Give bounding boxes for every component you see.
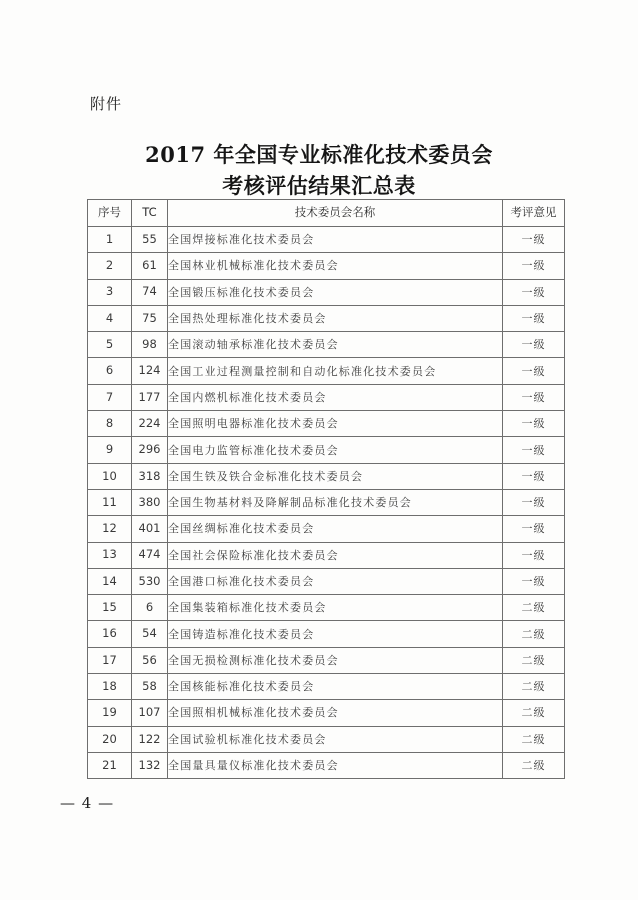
cell-committee-name: 全国铸造标准化技术委员会 — [168, 621, 503, 647]
cell-result: 一级 — [503, 279, 565, 305]
cell-result: 一级 — [503, 332, 565, 358]
cell-committee-name: 全国滚动轴承标准化技术委员会 — [168, 332, 503, 358]
cell-committee-name: 全国丝绸标准化技术委员会 — [168, 516, 503, 542]
cell-tc: 401 — [132, 516, 168, 542]
cell-seq: 13 — [88, 542, 132, 568]
cell-result: 二级 — [503, 752, 565, 778]
cell-seq: 19 — [88, 700, 132, 726]
cell-committee-name: 全国热处理标准化技术委员会 — [168, 305, 503, 331]
table-row — [88, 279, 565, 305]
cell-result: 一级 — [503, 305, 565, 331]
cell-result: 一级 — [503, 253, 565, 279]
evaluation-results-table — [87, 199, 565, 779]
cell-committee-name: 全国照明电器标准化技术委员会 — [168, 411, 503, 437]
cell-seq: 12 — [88, 516, 132, 542]
cell-committee-name: 全国核能标准化技术委员会 — [168, 674, 503, 700]
cell-seq: 11 — [88, 489, 132, 515]
cell-result: 一级 — [503, 437, 565, 463]
cell-seq: 2 — [88, 253, 132, 279]
cell-seq: 14 — [88, 568, 132, 594]
page-number: — 4 — — [60, 794, 115, 812]
attachment-label: 附件 — [90, 95, 123, 113]
cell-tc: 380 — [132, 489, 168, 515]
table-row — [88, 568, 565, 594]
table-row — [88, 595, 565, 621]
cell-committee-name: 全国工业过程测量控制和自动化标准化技术委员会 — [168, 358, 503, 384]
cell-seq: 17 — [88, 647, 132, 673]
table-row — [88, 384, 565, 410]
cell-result: 二级 — [503, 621, 565, 647]
cell-tc: 55 — [132, 227, 168, 253]
table-row — [88, 752, 565, 778]
table-row — [88, 358, 565, 384]
cell-committee-name: 全国试验机标准化技术委员会 — [168, 726, 503, 752]
cell-tc: 74 — [132, 279, 168, 305]
cell-committee-name: 全国集装箱标准化技术委员会 — [168, 595, 503, 621]
document-title-line-1: 2017 年全国专业标准化技术委员会 — [145, 142, 493, 167]
cell-result: 一级 — [503, 411, 565, 437]
cell-seq: 7 — [88, 384, 132, 410]
cell-result: 一级 — [503, 463, 565, 489]
cell-committee-name: 全国照相机械标准化技术委员会 — [168, 700, 503, 726]
table-row — [88, 437, 565, 463]
table-row — [88, 726, 565, 752]
cell-result: 一级 — [503, 358, 565, 384]
cell-seq: 15 — [88, 595, 132, 621]
cell-tc: 474 — [132, 542, 168, 568]
cell-seq: 1 — [88, 227, 132, 253]
column-header-tc: TC — [132, 200, 168, 227]
table-row — [88, 253, 565, 279]
column-header-name: 技术委员会名称 — [168, 200, 503, 227]
column-header-seq: 序号 — [88, 200, 132, 227]
cell-committee-name: 全国焊接标准化技术委员会 — [168, 227, 503, 253]
cell-committee-name: 全国港口标准化技术委员会 — [168, 568, 503, 594]
cell-tc: 98 — [132, 332, 168, 358]
cell-seq: 10 — [88, 463, 132, 489]
cell-committee-name: 全国锻压标准化技术委员会 — [168, 279, 503, 305]
cell-seq: 9 — [88, 437, 132, 463]
cell-committee-name: 全国电力监管标准化技术委员会 — [168, 437, 503, 463]
table-row — [88, 305, 565, 331]
table-row — [88, 700, 565, 726]
table-row — [88, 411, 565, 437]
table-row — [88, 516, 565, 542]
cell-tc: 530 — [132, 568, 168, 594]
cell-seq: 3 — [88, 279, 132, 305]
cell-tc: 61 — [132, 253, 168, 279]
cell-tc: 107 — [132, 700, 168, 726]
column-header-result: 考评意见 — [503, 200, 565, 227]
cell-tc: 75 — [132, 305, 168, 331]
table-row — [88, 489, 565, 515]
cell-result: 一级 — [503, 227, 565, 253]
cell-tc: 177 — [132, 384, 168, 410]
cell-result: 二级 — [503, 700, 565, 726]
cell-result: 二级 — [503, 674, 565, 700]
cell-seq: 18 — [88, 674, 132, 700]
cell-committee-name: 全国无损检测标准化技术委员会 — [168, 647, 503, 673]
cell-committee-name: 全国内燃机标准化技术委员会 — [168, 384, 503, 410]
cell-committee-name: 全国社会保险标准化技术委员会 — [168, 542, 503, 568]
table-row — [88, 647, 565, 673]
cell-seq: 5 — [88, 332, 132, 358]
cell-committee-name: 全国林业机械标准化技术委员会 — [168, 253, 503, 279]
cell-seq: 20 — [88, 726, 132, 752]
cell-tc: 132 — [132, 752, 168, 778]
cell-committee-name: 全国生铁及铁合金标准化技术委员会 — [168, 463, 503, 489]
cell-result: 一级 — [503, 516, 565, 542]
cell-tc: 296 — [132, 437, 168, 463]
table-row — [88, 621, 565, 647]
cell-result: 二级 — [503, 595, 565, 621]
table-row — [88, 332, 565, 358]
cell-tc: 122 — [132, 726, 168, 752]
cell-result: 一级 — [503, 489, 565, 515]
document-title-line-2: 考核评估结果汇总表 — [222, 173, 416, 198]
table-row — [88, 463, 565, 489]
cell-tc: 58 — [132, 674, 168, 700]
table-row — [88, 542, 565, 568]
table-header-row — [88, 200, 565, 227]
table-body — [88, 227, 565, 779]
cell-tc: 224 — [132, 411, 168, 437]
table-row — [88, 674, 565, 700]
cell-tc: 56 — [132, 647, 168, 673]
cell-seq: 8 — [88, 411, 132, 437]
cell-seq: 6 — [88, 358, 132, 384]
cell-result: 一级 — [503, 568, 565, 594]
cell-committee-name: 全国生物基材料及降解制品标准化技术委员会 — [168, 489, 503, 515]
cell-tc: 54 — [132, 621, 168, 647]
cell-tc: 124 — [132, 358, 168, 384]
cell-seq: 21 — [88, 752, 132, 778]
cell-committee-name: 全国量具量仪标准化技术委员会 — [168, 752, 503, 778]
cell-seq: 16 — [88, 621, 132, 647]
cell-tc: 6 — [132, 595, 168, 621]
cell-seq: 4 — [88, 305, 132, 331]
cell-result: 一级 — [503, 542, 565, 568]
cell-result: 二级 — [503, 647, 565, 673]
cell-result: 二级 — [503, 726, 565, 752]
table-row — [88, 227, 565, 253]
cell-result: 一级 — [503, 384, 565, 410]
cell-tc: 318 — [132, 463, 168, 489]
